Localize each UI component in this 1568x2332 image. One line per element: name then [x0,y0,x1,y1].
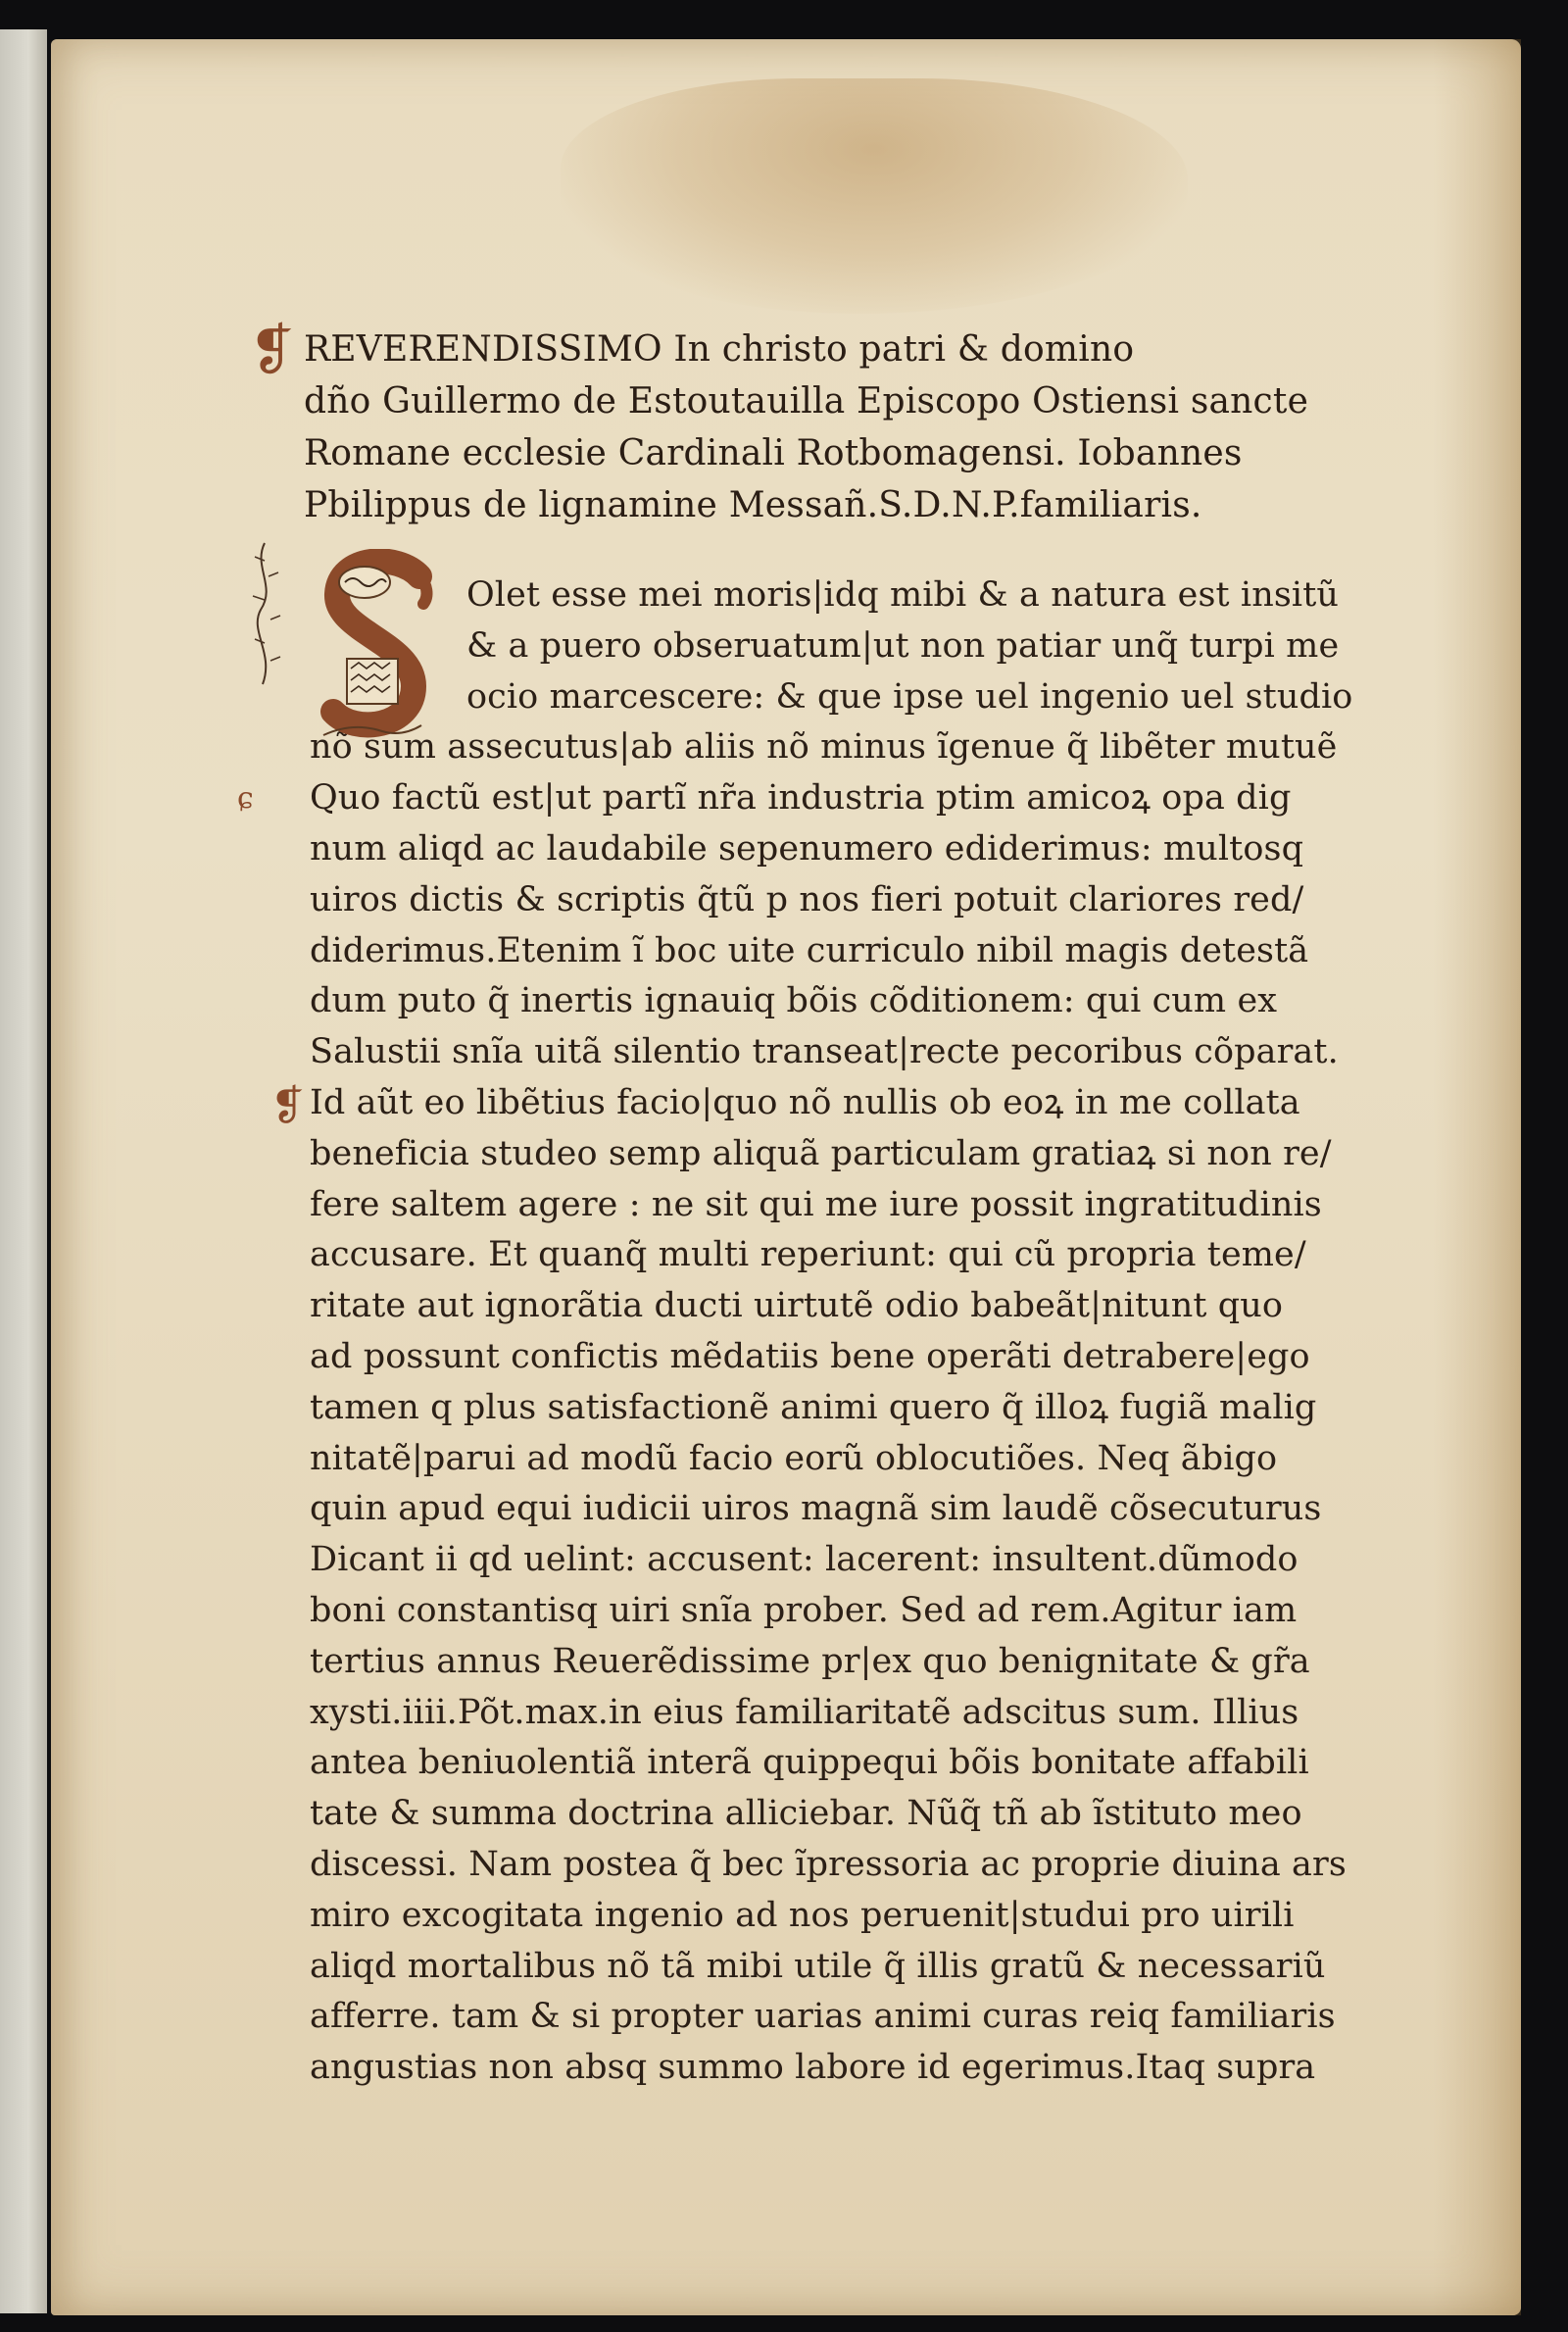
text-line: fere saltem agere : ne sit qui me iure possit ingratitudinis [310,1184,1322,1224]
text-line: antea beniuolentiã interã quippequi bõis bonitate affabili [310,1743,1309,1783]
text-line: ocio marcescere: & que ipse uel ingenio uel studio [466,676,1353,717]
text-line: afferre. tam & si propter uarias animi curas reiq familiaris [310,1997,1336,2037]
text-line: diderimus.Etenim ĩ boc uite curriculo nibil magis detestã [310,930,1309,970]
heading-line: dño Guillermo de Estoutauilla Episcopo Ostiensi sancte [304,381,1309,422]
paragraph-mark-icon: ɕ [237,781,254,817]
dedication-heading [249,319,1382,531]
text-line: discessi. Nam postea q̃ bec ĩpressoria ac proprie diuina ars [310,1844,1347,1884]
heading-pilcrow-mark: ❡ [249,319,295,382]
heading-line: Romane ecclesie Cardinali Rotbomagensi. Iobannes [304,433,1243,473]
text-line: num aliqd ac laudabile sepenumero ediderimus: multosq [310,828,1304,868]
decorated-initial-s [304,549,461,745]
text-line: boni constantisq uiri snĩa prober. Sed ad rem.Agitur iam [310,1590,1298,1630]
text-line: beneficia studeo semp aliquã particulam gratiaꝝ si non re/ [310,1133,1332,1173]
text-line: tertius annus Reuerẽdissime pr|ex quo benignitate & gr̃a [310,1641,1310,1681]
heading-line: Pbilippus de lignamine Messañ.S.D.N.P.familiaris. [304,485,1202,525]
text-line: tate & summa doctrina alliciebar. Nũq̃ tñ ab ĩstituto meo [310,1794,1302,1834]
text-line: uiros dictis & scriptis q̃tũ p nos fieri potuit clariores red/ [310,879,1304,919]
text-line: ❡ Id aũt eo libẽtius facio|quo nõ nullis ob eoꝝ in me collata [245,1078,1382,1129]
text-line: aliqd mortalibus nõ tã mibi utile q̃ illis gratũ & necessariũ [310,1946,1326,1986]
text-line: Dicant ii qd uelint: accusent: lacerent: insultent.dũmodo [310,1540,1298,1580]
text-line: ad possunt confictis mẽdatiis bene operãti detrabere|ego [310,1336,1310,1376]
binding-edge [0,29,47,2313]
text-line: nitatẽ|parui ad modũ facio eorũ oblocutiões. Neq ãbigo [310,1438,1278,1478]
heading-line: REVERENDISSIMO In christo patri & domino [304,329,1135,370]
margin-ornament [235,537,294,694]
text-line: accusare. Et quanq̃ multi reperiunt: qui cũ propria teme/ [310,1235,1306,1275]
text-line: ritate aut ignorãtia ducti uirtutẽ odio babeãt|nitunt quo [310,1286,1284,1326]
text-line: nõ sum assecutus|ab aliis nõ minus ĩgenue q̃ libẽter mutuẽ [310,727,1338,768]
water-stain [561,78,1188,314]
text-line: Salustii snĩa uitã silentio transeat|recte pecoribus cõparat. [310,1032,1339,1072]
text-line: quin apud equi iudicii uiros magnã sim laudẽ cõsecuturus [310,1489,1322,1529]
text-line: angustias non absq summo labore id egerimus.Itaq supra [310,2048,1316,2088]
text-line: dum puto q̃ inertis ignauiq bõis cõditionem: qui cum ex [310,981,1278,1021]
text-line: tamen q plus satisfactionẽ animi quero q̃ illoꝝ fugiã malig [310,1387,1317,1427]
text-line: miro excogitata ingenio ad nos peruenit|studui pro uirili [310,1895,1295,1935]
text-line: ɕ Quo factũ est|ut partĩ nr̃a industria ptim amicoꝝ opa dig [245,773,1382,824]
text-line: & a puero obseruatum|ut non patiar unq̃ turpi me [466,625,1340,666]
paragraph-pilcrow-mark: ❡ [270,1080,306,1129]
text-line: xysti.iiii.Põt.max.in eius familiaritatẽ adscitus sum. Illius [310,1692,1299,1732]
page-text [237,319,1382,2094]
text-line: Olet esse mei moris|idq mibi & a natura est insitũ [466,575,1340,615]
edge-discoloration [1433,39,1521,2315]
letter-body [237,571,1382,2094]
